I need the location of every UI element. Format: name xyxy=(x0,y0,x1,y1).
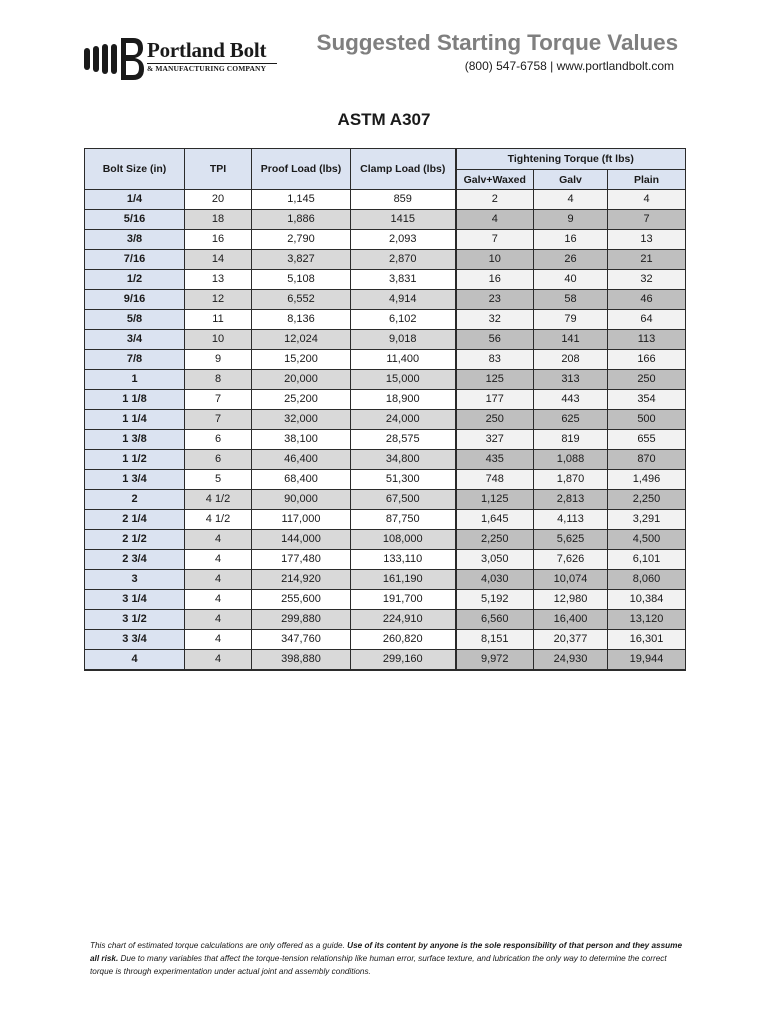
cell-plain: 2,250 xyxy=(608,490,686,510)
cell-plain: 166 xyxy=(608,350,686,370)
cell-tpi: 8 xyxy=(185,370,252,390)
cell-galv-waxed: 4 xyxy=(456,210,534,230)
cell-tpi: 20 xyxy=(185,190,252,210)
cell-proof-load: 8,136 xyxy=(252,310,351,330)
cell-proof-load: 117,000 xyxy=(252,510,351,530)
cell-proof-load: 5,108 xyxy=(252,270,351,290)
cell-galv-waxed: 125 xyxy=(456,370,534,390)
cell-bolt-size: 1 1/8 xyxy=(85,390,185,410)
cell-galv: 16,400 xyxy=(534,610,608,630)
cell-clamp-load: 67,500 xyxy=(351,490,456,510)
cell-galv-waxed: 8,151 xyxy=(456,630,534,650)
cell-bolt-size: 3 xyxy=(85,570,185,590)
cell-plain: 4,500 xyxy=(608,530,686,550)
cell-proof-load: 6,552 xyxy=(252,290,351,310)
cell-proof-load: 32,000 xyxy=(252,410,351,430)
cell-proof-load: 15,200 xyxy=(252,350,351,370)
cell-plain: 1,496 xyxy=(608,470,686,490)
table-row xyxy=(85,450,686,470)
cell-galv: 7,626 xyxy=(534,550,608,570)
contact-info: (800) 547-6758 | www.portlandbolt.com xyxy=(464,59,674,73)
cell-galv: 12,980 xyxy=(534,590,608,610)
cell-tpi: 4 xyxy=(185,650,252,671)
table-row xyxy=(85,430,686,450)
table-row xyxy=(85,550,686,570)
col-header-plain: Plain xyxy=(608,170,686,190)
cell-plain: 16,301 xyxy=(608,630,686,650)
cell-plain: 19,944 xyxy=(608,650,686,671)
cell-tpi: 4 xyxy=(185,570,252,590)
col-header-bolt-size: Bolt Size (in) xyxy=(85,149,185,190)
cell-proof-load: 90,000 xyxy=(252,490,351,510)
cell-clamp-load: 15,000 xyxy=(351,370,456,390)
brand-tagline: & MANUFACTURING COMPANY xyxy=(147,63,277,73)
cell-proof-load: 20,000 xyxy=(252,370,351,390)
table-row xyxy=(85,210,686,230)
cell-bolt-size: 3 3/4 xyxy=(85,630,185,650)
table-row xyxy=(85,610,686,630)
cell-bolt-size: 3 1/2 xyxy=(85,610,185,630)
cell-plain: 500 xyxy=(608,410,686,430)
cell-galv-waxed: 327 xyxy=(456,430,534,450)
brand-logo xyxy=(83,34,283,82)
col-header-tpi: TPI xyxy=(185,149,252,190)
cell-plain: 354 xyxy=(608,390,686,410)
cell-clamp-load: 2,870 xyxy=(351,250,456,270)
table-row xyxy=(85,570,686,590)
cell-galv: 208 xyxy=(534,350,608,370)
disclaimer-variables: Due to many variables that affect the torque-tension relationship like human error, surface texture, and lubrication the only way to determine the correct torque is through experimentation under actual joint and assembly conditions. xyxy=(90,954,667,976)
cell-clamp-load: 6,102 xyxy=(351,310,456,330)
cell-tpi: 9 xyxy=(185,350,252,370)
cell-galv: 2,813 xyxy=(534,490,608,510)
cell-bolt-size: 9/16 xyxy=(85,290,185,310)
cell-tpi: 4 1/2 xyxy=(185,510,252,530)
cell-galv: 625 xyxy=(534,410,608,430)
cell-proof-load: 1,145 xyxy=(252,190,351,210)
cell-proof-load: 144,000 xyxy=(252,530,351,550)
cell-bolt-size: 3/8 xyxy=(85,230,185,250)
table-row xyxy=(85,250,686,270)
table-row xyxy=(85,330,686,350)
cell-plain: 870 xyxy=(608,450,686,470)
table-row xyxy=(85,270,686,290)
cell-tpi: 14 xyxy=(185,250,252,270)
cell-proof-load: 398,880 xyxy=(252,650,351,671)
cell-galv: 819 xyxy=(534,430,608,450)
cell-galv-waxed: 2 xyxy=(456,190,534,210)
cell-plain: 10,384 xyxy=(608,590,686,610)
cell-tpi: 4 xyxy=(185,590,252,610)
cell-galv-waxed: 7 xyxy=(456,230,534,250)
cell-proof-load: 177,480 xyxy=(252,550,351,570)
cell-bolt-size: 2 xyxy=(85,490,185,510)
cell-bolt-size: 2 1/2 xyxy=(85,530,185,550)
cell-galv: 26 xyxy=(534,250,608,270)
cell-proof-load: 25,200 xyxy=(252,390,351,410)
cell-galv: 5,625 xyxy=(534,530,608,550)
cell-tpi: 4 xyxy=(185,630,252,650)
cell-plain: 21 xyxy=(608,250,686,270)
col-header-tightening-torque: Tightening Torque (ft lbs) xyxy=(456,149,686,170)
col-header-clamp-load: Clamp Load (lbs) xyxy=(351,149,456,190)
disclaimer xyxy=(90,939,690,978)
cell-tpi: 13 xyxy=(185,270,252,290)
cell-bolt-size: 1/4 xyxy=(85,190,185,210)
cell-galv-waxed: 10 xyxy=(456,250,534,270)
cell-galv-waxed: 435 xyxy=(456,450,534,470)
cell-bolt-size: 1/2 xyxy=(85,270,185,290)
table-row xyxy=(85,350,686,370)
cell-clamp-load: 11,400 xyxy=(351,350,456,370)
table-row xyxy=(85,410,686,430)
cell-bolt-size: 5/8 xyxy=(85,310,185,330)
cell-galv-waxed: 83 xyxy=(456,350,534,370)
cell-galv: 9 xyxy=(534,210,608,230)
cell-plain: 13,120 xyxy=(608,610,686,630)
cell-plain: 6,101 xyxy=(608,550,686,570)
cell-tpi: 6 xyxy=(185,450,252,470)
cell-plain: 46 xyxy=(608,290,686,310)
cell-plain: 32 xyxy=(608,270,686,290)
cell-tpi: 7 xyxy=(185,410,252,430)
table-row xyxy=(85,470,686,490)
cell-bolt-size: 7/8 xyxy=(85,350,185,370)
cell-clamp-load: 133,110 xyxy=(351,550,456,570)
cell-plain: 8,060 xyxy=(608,570,686,590)
cell-proof-load: 1,886 xyxy=(252,210,351,230)
cell-clamp-load: 224,910 xyxy=(351,610,456,630)
cell-bolt-size: 2 3/4 xyxy=(85,550,185,570)
table-row xyxy=(85,310,686,330)
disclaimer-responsibility: Use of its content by anyone is the sole responsibility of that person and they assume all risk. xyxy=(90,941,683,963)
cell-plain: 3,291 xyxy=(608,510,686,530)
table-row xyxy=(85,650,686,671)
col-header-galv-waxed: Galv+Waxed xyxy=(456,170,534,190)
cell-clamp-load: 859 xyxy=(351,190,456,210)
torque-table xyxy=(84,148,686,671)
cell-galv: 443 xyxy=(534,390,608,410)
cell-galv-waxed: 250 xyxy=(456,410,534,430)
cell-bolt-size: 1 3/8 xyxy=(85,430,185,450)
cell-bolt-size: 5/16 xyxy=(85,210,185,230)
cell-tpi: 4 xyxy=(185,610,252,630)
cell-bolt-size: 4 xyxy=(85,650,185,671)
cell-galv: 1,870 xyxy=(534,470,608,490)
cell-clamp-load: 260,820 xyxy=(351,630,456,650)
cell-galv: 24,930 xyxy=(534,650,608,671)
cell-galv-waxed: 16 xyxy=(456,270,534,290)
cell-galv-waxed: 6,560 xyxy=(456,610,534,630)
cell-proof-load: 214,920 xyxy=(252,570,351,590)
cell-plain: 64 xyxy=(608,310,686,330)
cell-clamp-load: 51,300 xyxy=(351,470,456,490)
cell-proof-load: 2,790 xyxy=(252,230,351,250)
cell-galv: 58 xyxy=(534,290,608,310)
table-row xyxy=(85,590,686,610)
cell-tpi: 7 xyxy=(185,390,252,410)
cell-plain: 7 xyxy=(608,210,686,230)
cell-galv-waxed: 4,030 xyxy=(456,570,534,590)
cell-proof-load: 46,400 xyxy=(252,450,351,470)
cell-galv-waxed: 1,125 xyxy=(456,490,534,510)
cell-tpi: 4 1/2 xyxy=(185,490,252,510)
cell-tpi: 12 xyxy=(185,290,252,310)
cell-bolt-size: 1 1/2 xyxy=(85,450,185,470)
cell-galv-waxed: 23 xyxy=(456,290,534,310)
cell-tpi: 18 xyxy=(185,210,252,230)
cell-galv: 10,074 xyxy=(534,570,608,590)
cell-galv-waxed: 177 xyxy=(456,390,534,410)
cell-tpi: 4 xyxy=(185,550,252,570)
table-header xyxy=(85,149,686,190)
cell-plain: 13 xyxy=(608,230,686,250)
table-row xyxy=(85,290,686,310)
portland-bolt-logo-icon xyxy=(83,36,145,80)
cell-bolt-size: 3/4 xyxy=(85,330,185,350)
cell-clamp-load: 87,750 xyxy=(351,510,456,530)
cell-proof-load: 68,400 xyxy=(252,470,351,490)
cell-proof-load: 299,880 xyxy=(252,610,351,630)
table-body xyxy=(85,190,686,671)
table-row xyxy=(85,630,686,650)
page-header-title: Suggested Starting Torque Values xyxy=(316,30,678,55)
cell-galv: 4 xyxy=(534,190,608,210)
table-row xyxy=(85,510,686,530)
cell-bolt-size: 3 1/4 xyxy=(85,590,185,610)
cell-tpi: 11 xyxy=(185,310,252,330)
cell-proof-load: 12,024 xyxy=(252,330,351,350)
table-row xyxy=(85,370,686,390)
cell-galv: 1,088 xyxy=(534,450,608,470)
cell-clamp-load: 191,700 xyxy=(351,590,456,610)
cell-galv: 141 xyxy=(534,330,608,350)
cell-galv: 313 xyxy=(534,370,608,390)
cell-clamp-load: 161,190 xyxy=(351,570,456,590)
cell-galv-waxed: 56 xyxy=(456,330,534,350)
cell-galv-waxed: 2,250 xyxy=(456,530,534,550)
cell-tpi: 16 xyxy=(185,230,252,250)
cell-clamp-load: 2,093 xyxy=(351,230,456,250)
cell-galv-waxed: 5,192 xyxy=(456,590,534,610)
cell-bolt-size: 7/16 xyxy=(85,250,185,270)
cell-clamp-load: 9,018 xyxy=(351,330,456,350)
document-title: ASTM A307 xyxy=(337,110,431,129)
cell-plain: 113 xyxy=(608,330,686,350)
cell-clamp-load: 24,000 xyxy=(351,410,456,430)
table-row xyxy=(85,230,686,250)
table-row xyxy=(85,530,686,550)
disclaimer-guide: This chart of estimated torque calculations are only offered as a guide. xyxy=(90,941,345,950)
cell-proof-load: 3,827 xyxy=(252,250,351,270)
cell-bolt-size: 1 1/4 xyxy=(85,410,185,430)
cell-galv: 16 xyxy=(534,230,608,250)
cell-tpi: 4 xyxy=(185,530,252,550)
cell-tpi: 10 xyxy=(185,330,252,350)
brand-name: Portland Bolt xyxy=(147,38,267,62)
cell-tpi: 6 xyxy=(185,430,252,450)
cell-plain: 250 xyxy=(608,370,686,390)
cell-proof-load: 255,600 xyxy=(252,590,351,610)
cell-proof-load: 347,760 xyxy=(252,630,351,650)
cell-galv-waxed: 32 xyxy=(456,310,534,330)
cell-bolt-size: 1 3/4 xyxy=(85,470,185,490)
cell-bolt-size: 2 1/4 xyxy=(85,510,185,530)
table-row xyxy=(85,490,686,510)
cell-proof-load: 38,100 xyxy=(252,430,351,450)
cell-clamp-load: 3,831 xyxy=(351,270,456,290)
cell-tpi: 5 xyxy=(185,470,252,490)
cell-galv-waxed: 1,645 xyxy=(456,510,534,530)
table-row xyxy=(85,390,686,410)
cell-galv-waxed: 748 xyxy=(456,470,534,490)
cell-plain: 4 xyxy=(608,190,686,210)
cell-galv: 40 xyxy=(534,270,608,290)
cell-galv: 20,377 xyxy=(534,630,608,650)
cell-galv-waxed: 9,972 xyxy=(456,650,534,671)
cell-galv: 4,113 xyxy=(534,510,608,530)
cell-clamp-load: 1415 xyxy=(351,210,456,230)
cell-galv: 79 xyxy=(534,310,608,330)
cell-clamp-load: 18,900 xyxy=(351,390,456,410)
col-header-galv: Galv xyxy=(534,170,608,190)
cell-plain: 655 xyxy=(608,430,686,450)
table-row xyxy=(85,190,686,210)
col-header-proof-load: Proof Load (lbs) xyxy=(252,149,351,190)
cell-clamp-load: 108,000 xyxy=(351,530,456,550)
cell-galv-waxed: 3,050 xyxy=(456,550,534,570)
cell-clamp-load: 299,160 xyxy=(351,650,456,671)
cell-clamp-load: 28,575 xyxy=(351,430,456,450)
cell-clamp-load: 34,800 xyxy=(351,450,456,470)
cell-clamp-load: 4,914 xyxy=(351,290,456,310)
cell-bolt-size: 1 xyxy=(85,370,185,390)
